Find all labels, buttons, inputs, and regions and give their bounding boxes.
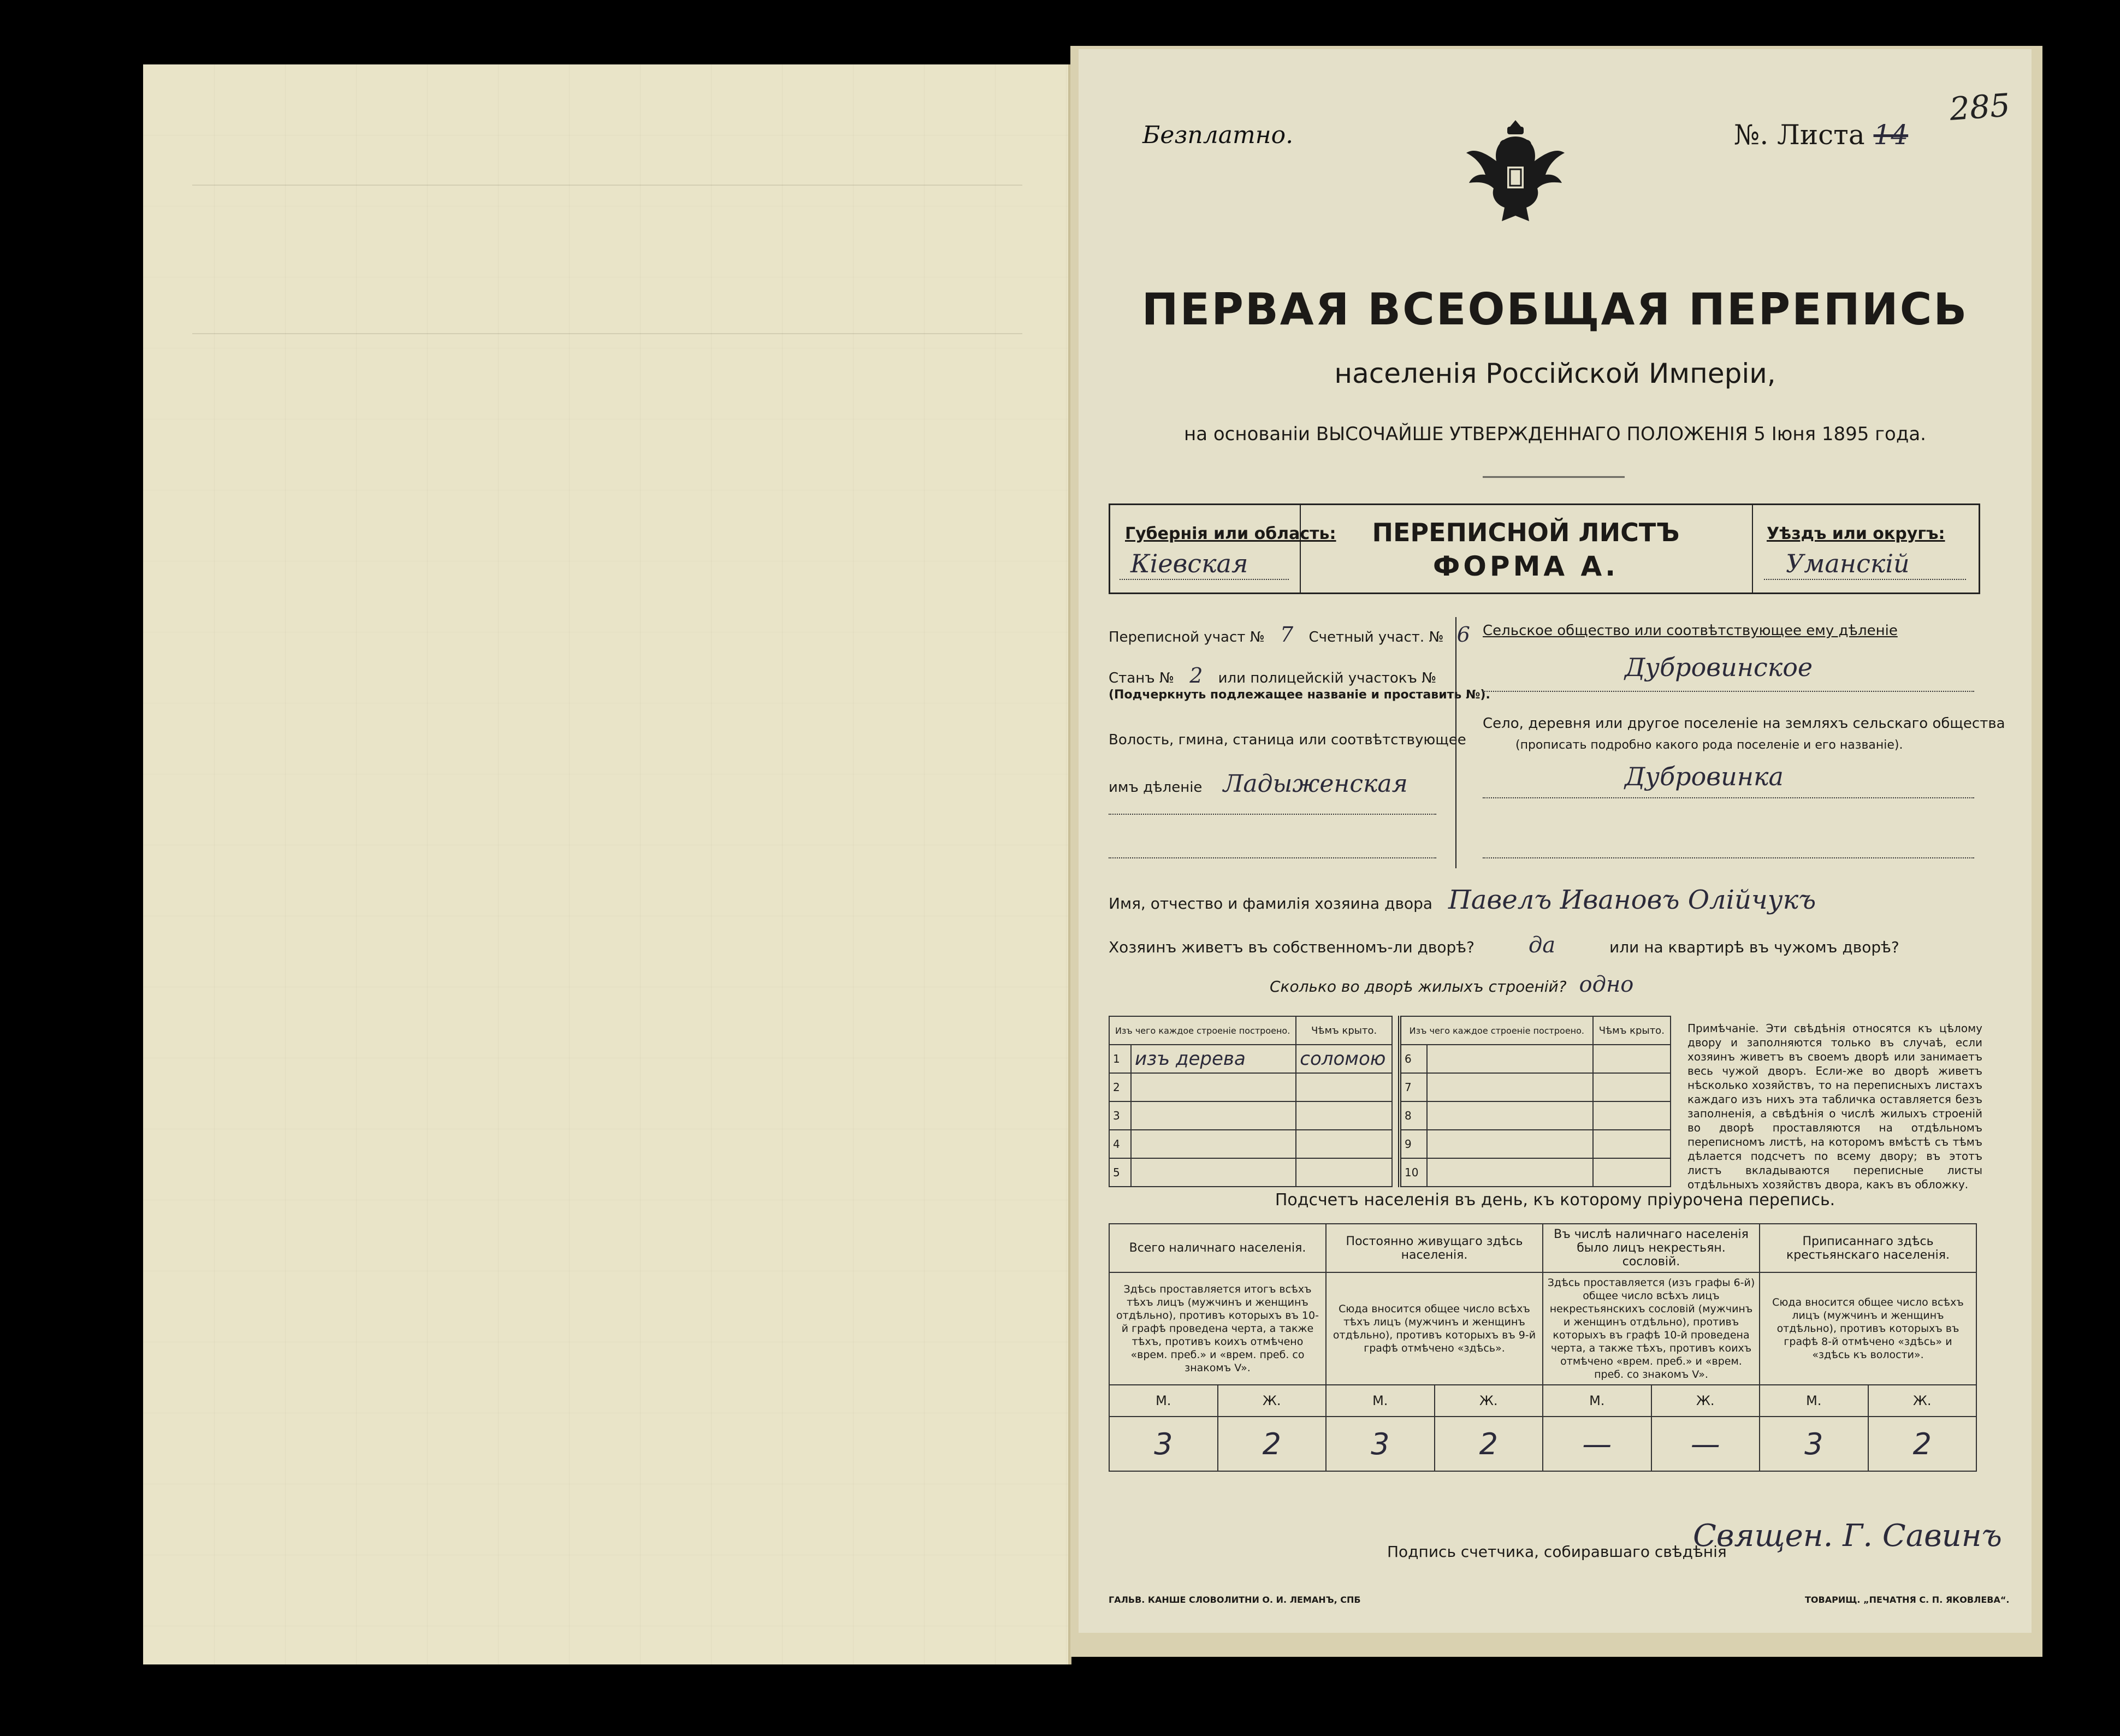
table-row: 5 — [1109, 1158, 1392, 1187]
village-label: Село, деревня или другое поселеніе на земляхъ сельскаго общества — [1483, 715, 2005, 732]
signature-value: Священ. Г. Савинъ — [1693, 1518, 2002, 1554]
legal-basis: на основаніи ВЫСОЧАЙШЕ УТВЕРЖДЕННАГО ПОЛОЖЕНІЯ 5 Іюня 1895 года. — [1183, 423, 1926, 445]
volost-label: Волость, гмина, станица или соотвѣтствующее — [1109, 732, 1466, 748]
signature-label: Подпись счетчика, собиравшаго свѣдѣнія — [1387, 1543, 1727, 1561]
count-title: Подсчетъ населенія въ день, къ которому пріурочена перепись. — [1275, 1190, 1835, 1210]
society-label: Сельское общество или соотвѣтствующее ему дѣленіе — [1483, 623, 1898, 639]
nonpeasant-male: — — [1543, 1417, 1651, 1471]
count-district-value: 6 — [1456, 623, 1470, 647]
stan-value: 2 — [1189, 663, 1203, 688]
m-label: М. — [1543, 1385, 1651, 1417]
district-label: Уѣздъ или округъ: — [1767, 524, 1945, 543]
sheet-number-value: 14 — [1873, 119, 1909, 151]
underline-note: (Подчеркнуть подлежащее названіе и проставить №). — [1109, 688, 1490, 702]
col-total-header: Всего наличнаго населенія. — [1109, 1224, 1326, 1272]
volost-value: Ладыженская — [1223, 770, 1408, 798]
col-permanent-header: Постоянно живущаго здѣсь населенія. — [1326, 1224, 1543, 1272]
archive-page-number: 285 — [1948, 86, 2011, 128]
col-permanent-desc: Сюда вносится общее число всѣхъ тѣхъ лицъ (мужчинъ и женщинъ отдѣльно), противъ которыхъ въ 9-й графѣ отмѣчено «здѣсь». — [1326, 1272, 1543, 1385]
province-value: Кіевская — [1130, 549, 1248, 578]
m-label: М. — [1109, 1385, 1218, 1417]
peasant-male: 3 — [1760, 1417, 1868, 1471]
buildings-table-right — [1398, 1016, 1671, 1187]
m-label: М. — [1326, 1385, 1435, 1417]
col-nonpeasant-desc: Здѣсь проставляется (изъ графы 6-й) общее число всѣхъ лицъ некрестьянскихъ сословій (мужчинъ и женщинъ отдѣльно), противъ которыхъ въ графѣ 10-й проведена черта, а также тѣхъ, противъ коихъ отмѣчено «врем. преб.» и «врем. преб. со знакомъ V». — [1543, 1272, 1760, 1385]
f-label: Ж. — [1651, 1385, 1760, 1417]
printer-right: ТОВАРИЩ. „ПЕЧАТНЯ С. П. ЯКОВЛЕВА“. — [1805, 1595, 2010, 1605]
f-label: Ж. — [1218, 1385, 1327, 1417]
table-row: 9 — [1400, 1130, 1671, 1158]
census-district-label: Переписной участ № — [1109, 629, 1265, 645]
total-male: 3 — [1109, 1417, 1218, 1471]
buildings-value: одно — [1579, 972, 1634, 997]
province-label: Губернія или область: — [1125, 524, 1336, 543]
table-row: 7 — [1400, 1073, 1671, 1101]
district-value: Уманскій — [1786, 549, 1910, 578]
col-nonpeasant-header: Въ числѣ наличнаго населенія было лицъ некрестьян. сословій. — [1543, 1224, 1760, 1272]
population-count-table — [1109, 1223, 1977, 1472]
table-row: 6 — [1400, 1045, 1671, 1073]
left-blank-page — [143, 64, 1071, 1664]
table-row: 1 изъ дерева соломою — [1109, 1045, 1392, 1073]
rent-label: или на квартирѣ въ чужомъ дворѣ? — [1609, 938, 1899, 956]
col-peasant-header: Приписаннаго здѣсь крестьянскаго населенія. — [1760, 1224, 1976, 1272]
table-row: 10 — [1400, 1158, 1671, 1187]
printer-left: ГАЛЬВ. КАНШЕ СЛОВОЛИТНИ О. И. ЛЕМАНЪ, СПБ — [1109, 1595, 1361, 1605]
form-letter: ФОРМА А. — [1432, 550, 1619, 582]
society-value: Дубровинское — [1625, 653, 1813, 682]
own-yard-value: да — [1528, 933, 1556, 958]
table-row: 8 — [1400, 1101, 1671, 1130]
permanent-female: 2 — [1435, 1417, 1543, 1471]
permanent-male: 3 — [1326, 1417, 1435, 1471]
col-total-desc: Здѣсь проставляется итогъ всѣхъ тѣхъ лицъ (мужчинъ и женщинъ отдѣльно), противъ которыхъ въ 10-й графѣ проведена черта, а также тѣхъ, противъ коихъ отмѣчено «врем. преб.» и «врем. преб. со знакомъ V». — [1109, 1272, 1326, 1385]
own-yard-label: Хозяинъ живетъ въ собственномъ-ли дворѣ? — [1109, 938, 1474, 956]
f-label: Ж. — [1868, 1385, 1977, 1417]
col-peasant-desc: Сюда вносится общее число всѣхъ лицъ (мужчинъ и женщинъ отдѣльно), противъ которыхъ въ графѣ 8-й отмѣчено «здѣсь» и «здѣсь къ волости». — [1760, 1272, 1976, 1385]
ornament-divider — [1483, 476, 1625, 478]
count-district-label: Счетный участ. № — [1308, 629, 1444, 645]
sheet-number-label: №. Листа — [1734, 119, 1865, 151]
free-label: Безплатно. — [1142, 121, 1294, 149]
col-material-header: Изъ чего каждое строеніе построено. — [1109, 1016, 1296, 1045]
table-row: 3 — [1109, 1101, 1392, 1130]
owner-name-label: Имя, отчество и фамилія хозяина двора — [1109, 894, 1433, 913]
stan-label: Станъ № — [1109, 670, 1174, 686]
table-row: 2 — [1109, 1073, 1392, 1101]
col-roof-header-2: Чѣмъ крыто. — [1593, 1016, 1671, 1045]
double-headed-eagle-emblem — [1464, 115, 1567, 229]
bleed-through-table — [192, 185, 1022, 334]
table-row: 4 — [1109, 1130, 1392, 1158]
police-label: или полицейскій участокъ № — [1218, 670, 1437, 686]
f-label: Ж. — [1435, 1385, 1543, 1417]
census-form-page — [1079, 49, 2032, 1633]
main-title: ПЕРВАЯ ВСЕОБЩАЯ ПЕРЕПИСЬ — [1141, 284, 1969, 335]
m-label: М. — [1760, 1385, 1868, 1417]
subtitle: населенія Россійской Имперіи, — [1334, 358, 1776, 389]
village-note: (прописать подробно какого рода поселеніе и его названіе). — [1515, 738, 1903, 752]
buildings-label: Сколько во дворѣ жилыхъ строеній? — [1270, 977, 1567, 996]
form-title: ПЕРЕПИСНОЙ ЛИСТЪ — [1372, 518, 1680, 547]
footnote: Примѣчаніе. Эти свѣдѣнія относятся къ цѣлому двору и заполняются только въ случаѣ, если хозяинъ живетъ въ своемъ дворѣ или занимаетъ весь чужой дворъ. Если-же во дворѣ живетъ нѣсколько хозяйствъ, то на переписныхъ листахъ каждаго изъ нихъ эта табличка оставляется безъ заполненія, а свѣдѣнія о числѣ жилыхъ строеній во дворѣ проставляются на отдѣльномъ переписномъ листѣ, на которомъ вмѣстѣ съ тѣмъ дѣлается подсчетъ по всему двору; въ этотъ листъ вкладываются переписные листы отдѣльныхъ хозяйствъ двора, какъ въ обложку. — [1687, 1022, 1982, 1191]
nonpeasant-female: — — [1651, 1417, 1760, 1471]
census-district-value: 7 — [1280, 623, 1294, 647]
buildings-table-left — [1109, 1016, 1393, 1187]
col-roof-header: Чѣмъ крыто. — [1296, 1016, 1392, 1045]
peasant-female: 2 — [1868, 1417, 1977, 1471]
volost-label-2: имъ дѣленіе — [1109, 779, 1203, 796]
village-value: Дубровинка — [1625, 762, 1784, 791]
col-material-header-2: Изъ чего каждое строеніе построено. — [1400, 1016, 1593, 1045]
owner-name-value: Павелъ Ивановъ Олійчукъ — [1448, 885, 1816, 915]
total-female: 2 — [1218, 1417, 1327, 1471]
